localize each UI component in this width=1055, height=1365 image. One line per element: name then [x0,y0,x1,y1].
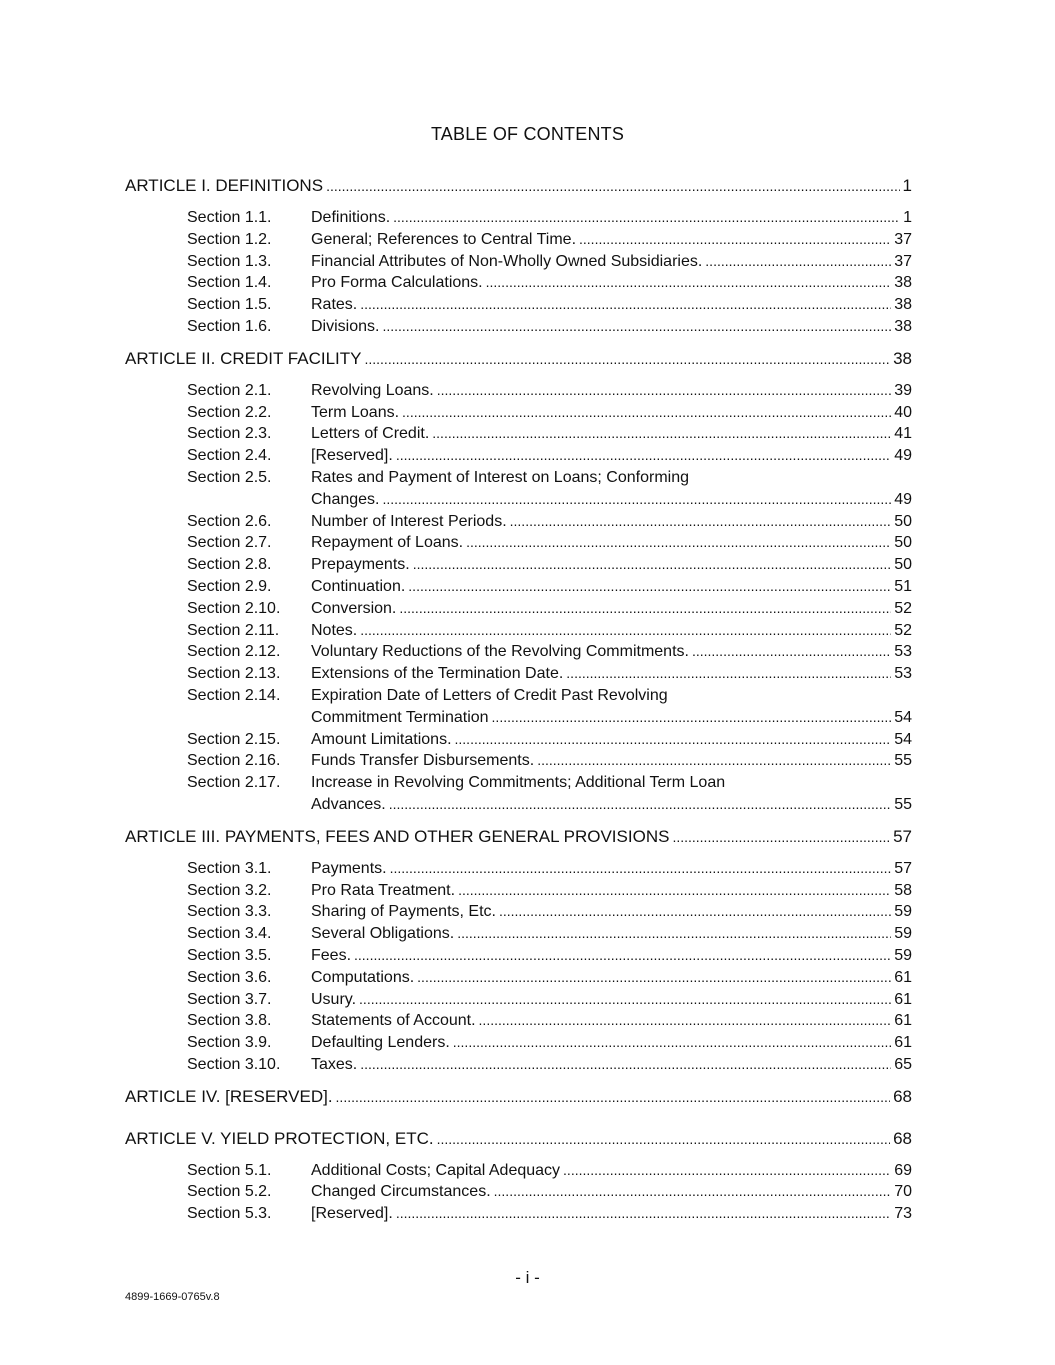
article-title: ARTICLE I. DEFINITIONS [125,176,324,195]
section-number: Section 2.15. [187,730,281,748]
section-entry-body [311,576,912,598]
dot-leader [453,1032,891,1054]
section-page-number: 55 [894,752,912,770]
toc-section-entry[interactable] [187,1032,912,1054]
article-title: ARTICLE IV. [RESERVED]. [125,1086,333,1106]
dot-leader [486,272,892,294]
toc-section-entry[interactable] [187,511,912,533]
dot-leader [479,1010,892,1032]
dot-leader [383,489,892,511]
section-title: Conversion. [311,599,397,617]
dot-leader [396,445,891,467]
section-number: Section 3.9. [187,1034,272,1052]
dot-leader [399,598,891,620]
section-number: Section 2.14. [187,686,281,704]
article-page-number: 1 [902,176,912,195]
dot-leader [354,945,891,967]
section-page-number: 61 [894,1034,912,1052]
section-page-number: 49 [894,490,912,508]
section-title-line [311,989,912,1011]
section-title: [Reserved]. [311,1205,393,1223]
section-title-line [311,663,912,685]
toc-article-entry[interactable] [125,1128,912,1150]
section-number: Section 3.1. [187,859,272,877]
section-title: General; References to Central Time. [311,230,577,248]
section-entry-body [311,1054,912,1076]
section-title-line [311,880,912,902]
section-entry-body [311,445,912,467]
section-page-number: 65 [894,1055,912,1073]
section-number: Section 2.16. [187,752,281,770]
dot-leader [359,989,891,1011]
toc-article-entry[interactable] [125,826,912,848]
toc-section-entry[interactable] [187,663,912,685]
section-number: Section 1.6. [187,317,272,335]
section-entry-body [311,858,912,880]
toc-section-entry[interactable] [187,445,912,467]
section-entry-body [311,1010,912,1032]
section-title: Several Obligations. [311,925,455,943]
section-title-line [311,901,912,923]
section-entry-body [311,750,912,772]
section-page-number: 52 [894,621,912,639]
section-title-line [311,402,912,424]
section-number: Section 2.17. [187,774,281,792]
section-title: Changed Circumstances. [311,1183,491,1201]
section-number: Section 2.13. [187,665,281,683]
article-page-number: 38 [893,348,912,368]
toc-section-entry[interactable] [187,967,912,989]
dot-leader [326,175,899,197]
page-title: TABLE OF CONTENTS [430,124,625,144]
toc-section-entry[interactable] [187,989,912,1011]
section-title-line [311,445,912,467]
toc-section-entry[interactable] [187,729,912,751]
section-title-line [311,380,912,402]
section-number: Section 2.11. [187,621,280,639]
section-entry-body [311,1160,912,1182]
section-number: Section 1.4. [187,274,272,292]
toc-section-entry[interactable] [187,1054,912,1076]
article-page-number: 68 [893,1086,912,1106]
toc-section-entry[interactable] [187,423,912,445]
section-page-number: 54 [894,708,912,726]
section-title: Pro Rata Treatment. [311,881,456,899]
section-title: Term Loans. [311,403,400,421]
dot-leader [389,794,891,816]
section-page-number: 38 [894,274,912,292]
section-title-line [311,858,912,880]
section-page-number: 54 [894,730,912,748]
section-title-line [311,641,912,663]
section-number: Section 1.2. [187,230,272,248]
section-page-number: 52 [894,599,912,617]
section-title: Fees. [311,946,352,964]
dot-leader [417,967,891,989]
section-number: Section 5.2. [187,1183,272,1201]
section-entry-body [311,641,912,663]
dot-leader [382,316,891,338]
toc-section-entry[interactable] [187,901,912,923]
dot-leader [457,923,891,945]
dot-leader [437,1128,890,1150]
section-page-number: 49 [894,447,912,465]
section-page-number: 37 [894,252,912,270]
section-number: Section 3.3. [187,903,272,921]
section-title-line [311,923,912,945]
section-title: Amount Limitations. [311,730,452,748]
section-number: Section 5.1. [187,1161,272,1179]
article-title: ARTICLE II. CREDIT FACILITY [125,348,362,368]
dot-leader [437,380,891,402]
dot-leader [458,880,891,902]
dot-leader [390,858,892,880]
dot-leader [432,423,891,445]
section-title-line [311,294,912,316]
dot-leader [393,207,900,229]
table-of-contents [125,175,912,1225]
section-number: Section 2.7. [187,534,272,552]
section-title: Financial Attributes of Non-Wholly Owned Subsidiaries. [311,252,703,270]
section-number: Section 2.4. [187,447,272,465]
dot-leader [692,641,891,663]
toc-section-entry[interactable] [187,772,912,816]
dot-leader [408,576,891,598]
toc-section-entry[interactable] [187,750,912,772]
toc-section-entry[interactable] [187,532,912,554]
section-page-number: 51 [894,577,912,595]
section-title: Notes. [311,621,358,639]
section-title: Funds Transfer Disbursements. [311,752,535,770]
document-id: 4899-1669-0765v.8 [125,1291,220,1303]
section-title-line [311,729,912,751]
section-entry-body [311,207,912,229]
section-title: Letters of Credit. [311,425,430,443]
section-page-number: 58 [894,881,912,899]
section-page-number: 61 [894,1012,912,1030]
section-title-line [311,532,912,554]
section-title-line [311,1203,912,1225]
toc-section-entry[interactable] [187,1203,912,1225]
section-entry-body [311,923,912,945]
section-entry-body [311,663,912,685]
section-title: Pro Forma Calculations. [311,274,483,292]
toc-section-entry[interactable] [187,620,912,642]
section-title-line [311,620,912,642]
section-number: Section 2.12. [187,643,281,661]
section-title-line [311,598,912,620]
section-entry-body [311,1032,912,1054]
section-number: Section 3.6. [187,968,272,986]
dot-leader [494,1181,892,1203]
dot-leader [336,1086,891,1108]
section-title-line [311,316,912,338]
section-entry-body [311,272,912,294]
toc-section-entry[interactable] [187,402,912,424]
section-page-number: 50 [894,534,912,552]
section-number: Section 2.8. [187,556,272,574]
section-title-line [311,945,912,967]
toc-section-entry[interactable] [187,467,912,511]
section-number: Section 3.10. [187,1055,281,1073]
toc-article-entry[interactable] [125,348,912,370]
section-page-number: 40 [894,403,912,421]
toc-section-entry[interactable] [187,1181,912,1203]
section-entry-body [311,901,912,923]
section-title-line [311,794,912,816]
section-entry-body [311,880,912,902]
section-title: Divisions. [311,317,380,335]
section-number: Section 3.4. [187,925,272,943]
section-title: Taxes. [311,1055,358,1073]
section-page-number: 59 [894,903,912,921]
section-entry-body [311,1203,912,1225]
toc-section-entry[interactable] [187,858,912,880]
section-title: Additional Costs; Capital Adequacy [311,1161,561,1179]
toc-section-entry[interactable] [187,576,912,598]
toc-section-entry[interactable] [187,598,912,620]
section-page-number: 38 [894,317,912,335]
section-title: Number of Interest Periods. [311,512,507,530]
section-title-line [311,1054,912,1076]
dot-leader [360,1054,891,1076]
section-page-number: 59 [894,925,912,943]
section-entry-body [311,229,912,251]
section-number: Section 1.5. [187,296,272,314]
section-page-number: 73 [894,1205,912,1223]
toc-section-entry[interactable] [187,880,912,902]
toc-section-entry[interactable] [187,641,912,663]
section-title-first-line: Rates and Payment of Interest on Loans; Conforming [311,468,689,486]
dot-leader [455,729,892,751]
section-number: Section 3.2. [187,881,272,899]
section-entry-body [311,554,912,576]
section-title: Voluntary Reductions of the Revolving Commitments. [311,643,689,661]
dot-leader [510,511,892,533]
toc-section-entry[interactable] [187,229,912,251]
section-number: Section 2.2. [187,403,272,421]
section-title: Payments. [311,859,387,877]
section-title: Usury. [311,990,357,1008]
toc-section-entry[interactable] [187,316,912,338]
section-page-number: 41 [894,425,912,443]
section-title: Computations. [311,968,415,986]
section-title: [Reserved]. [311,447,393,465]
section-title-line [311,967,912,989]
dot-leader [364,348,890,370]
section-page-number: 70 [894,1183,912,1201]
section-title-line [311,489,912,511]
section-entry-body [311,620,912,642]
section-entry-body [311,532,912,554]
section-title: Commitment Termination [311,708,489,726]
page-number: - i - [515,1268,540,1287]
dot-leader [402,402,891,424]
section-entry-body [311,598,912,620]
dot-leader [705,251,891,273]
section-entry-body [311,251,912,273]
dot-leader [360,294,891,316]
section-title: Defaulting Lenders. [311,1034,450,1052]
section-title-line [311,554,912,576]
section-title-line [311,1010,912,1032]
section-page-number: 50 [894,556,912,574]
section-title: Advances. [311,795,386,813]
section-title-line [311,251,912,273]
section-title: Repayment of Loans. [311,534,464,552]
toc-section-entry[interactable] [187,554,912,576]
section-page-number: 53 [894,643,912,661]
section-entry-body [311,511,912,533]
dot-leader [413,554,891,576]
section-page-number: 55 [894,795,912,813]
section-entry-body [311,380,912,402]
section-page-number: 37 [894,230,912,248]
section-number: Section 3.5. [187,946,272,964]
section-entry-body [311,685,912,729]
section-entry-body [311,1181,912,1203]
dot-leader [466,532,891,554]
section-title-line [311,750,912,772]
dot-leader [672,826,890,848]
toc-section-entry[interactable] [187,923,912,945]
section-number: Section 2.6. [187,512,272,530]
dot-leader [563,1160,891,1182]
toc-article-entry[interactable] [125,1086,912,1108]
section-page-number: 61 [894,990,912,1008]
section-title: Changes. [311,490,380,508]
section-number: Section 3.7. [187,990,272,1008]
section-title: Revolving Loans. [311,381,434,399]
section-title-line [311,272,912,294]
section-entry-body [311,467,912,511]
article-page-number: 68 [893,1128,912,1148]
article-title: ARTICLE V. YIELD PROTECTION, ETC. [125,1128,434,1148]
section-title: Continuation. [311,577,406,595]
toc-section-entry[interactable] [187,380,912,402]
section-title-first-line: Increase in Revolving Commitments; Additional Term Loan [311,774,726,792]
dot-leader [537,750,891,772]
section-number: Section 2.5. [187,468,272,486]
section-title-line [311,423,912,445]
section-number: Section 1.3. [187,252,272,270]
section-number: Section 2.3. [187,425,272,443]
section-number: Section 2.1. [187,381,272,399]
article-page-number: 57 [893,826,912,846]
section-title-line [311,707,912,729]
dot-leader [360,620,891,642]
dot-leader [566,663,891,685]
toc-section-entry[interactable] [187,685,912,729]
section-title-line [311,229,912,251]
section-entry-body [311,967,912,989]
section-title: Extensions of the Termination Date. [311,665,564,683]
toc-section-entry[interactable] [187,294,912,316]
section-title-line [311,207,912,229]
toc-section-entry[interactable] [187,945,912,967]
section-page-number: 39 [894,381,912,399]
section-entry-body [311,402,912,424]
section-page-number: 53 [894,665,912,683]
toc-section-entry[interactable] [187,1160,912,1182]
section-title-line [311,511,912,533]
section-entry-body [311,423,912,445]
toc-section-entry[interactable] [187,272,912,294]
dot-leader [396,1203,891,1225]
section-title: Statements of Account. [311,1012,476,1030]
section-entry-body [311,729,912,751]
section-number: Section 1.1. [187,209,272,226]
section-entry-body [311,945,912,967]
toc-section-entry[interactable] [187,1010,912,1032]
article-title: ARTICLE III. PAYMENTS, FEES AND OTHER GENERAL PROVISIONS [125,826,670,846]
section-title: Sharing of Payments, Etc. [311,903,496,921]
section-title-line [311,576,912,598]
section-title: Prepayments. [311,556,410,574]
section-title-line [311,1032,912,1054]
section-title-line [311,1181,912,1203]
section-title: Definitions. [311,209,391,226]
section-page-number: 61 [894,968,912,986]
dot-leader [499,901,891,923]
section-title-first-line: Expiration Date of Letters of Credit Past Revolving [311,686,668,704]
section-number: Section 2.9. [187,577,272,595]
section-number: Section 3.8. [187,1012,272,1030]
section-entry-body [311,772,912,816]
dot-leader [579,229,891,251]
section-number: Section 5.3. [187,1205,272,1223]
section-entry-body [311,294,912,316]
toc-section-entry[interactable] [187,207,912,229]
section-page-number: 50 [894,512,912,530]
section-entry-body [311,316,912,338]
section-entry-body [311,989,912,1011]
section-page-number: 57 [894,859,912,877]
section-number: Section 2.10. [187,599,281,617]
dot-leader [492,707,892,729]
toc-section-entry[interactable] [187,251,912,273]
section-page-number: 69 [894,1161,912,1179]
section-page-number: 1 [903,209,912,226]
section-title: Rates. [311,296,358,314]
section-title-line [311,1160,912,1182]
section-page-number: 59 [894,946,912,964]
toc-article-entry[interactable] [125,175,912,197]
section-page-number: 38 [894,296,912,314]
